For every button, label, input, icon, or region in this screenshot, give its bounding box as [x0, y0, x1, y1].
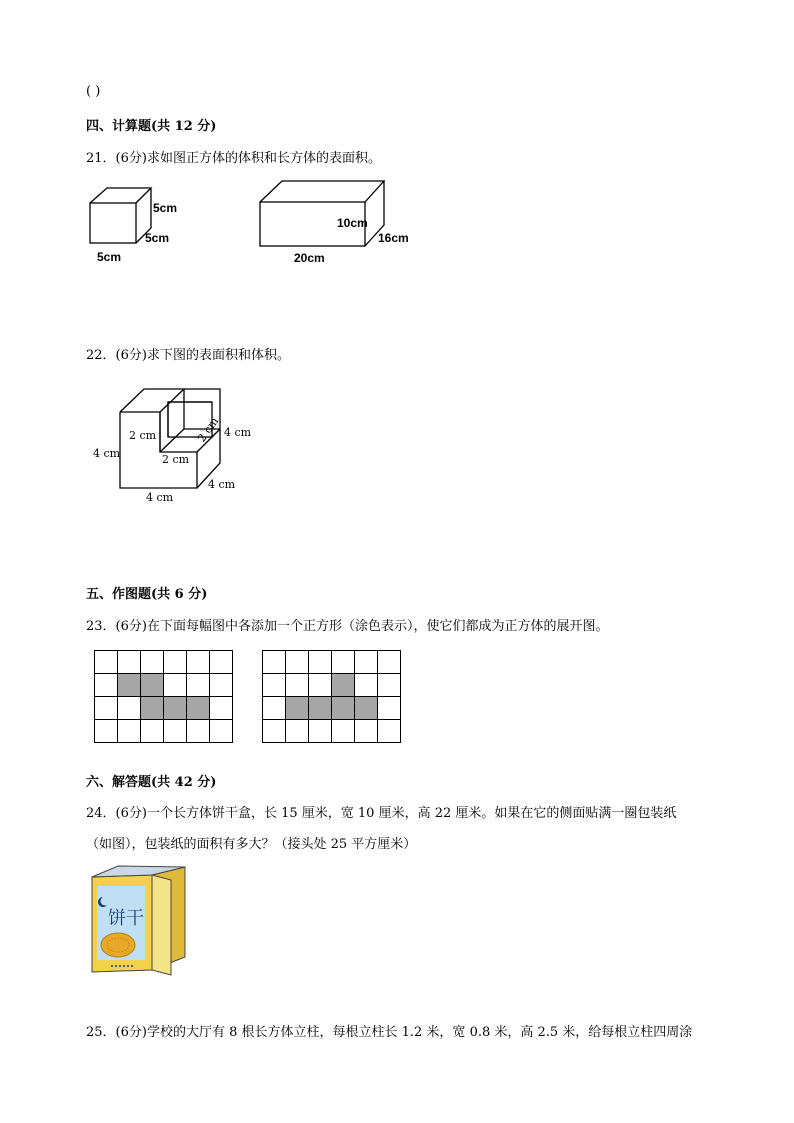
question-24-line1: 24．(6分)一个长方体饼干盒，长 15 厘米，宽 10 厘米，高 22 厘米。如果在它的侧面贴满一圈包装纸	[86, 806, 677, 821]
section-6-title: 六、解答题(共 42 分)	[86, 775, 217, 790]
cuboid-width-label: 20cm	[294, 251, 325, 265]
section-5-title: 五、作图题(共 6 分)	[86, 587, 208, 602]
depth-label: 4 cm	[208, 478, 236, 491]
section-4-title: 四、计算题(共 12 分)	[86, 119, 217, 134]
right-height-label: 4 cm	[224, 426, 252, 439]
cube-width-label: 5cm	[97, 250, 122, 264]
question-22-text: 22．(6分)求下图的表面积和体积。	[86, 348, 290, 363]
cube-height-label: 5cm	[153, 201, 178, 215]
cuboid-height-label: 10cm	[337, 216, 368, 230]
cube-depth-label: 5cm	[145, 231, 170, 245]
notch-depth-label: 2 cm	[195, 414, 222, 445]
question-23-text: 23．(6分)在下面每幅图中各添加一个正方形（涂色表示），使它们都成为正方体的展开图。	[86, 619, 609, 634]
question-25-line1: 25．(6分)学校的大厅有 8 根长方体立柱，每根立柱长 1.2 米，宽 0.8 米，高 2.5 米，给每根立柱四周涂	[86, 1025, 693, 1040]
notch-width-label: 2 cm	[162, 453, 190, 466]
question-21-text: 21．(6分)求如图正方体的体积和长方体的表面积。	[86, 151, 381, 166]
answer-blank: ( )	[86, 84, 101, 99]
question-24-line2: （如图），包装纸的面积有多大？（接头处 25 平方厘米）	[86, 837, 417, 852]
bottom-width-label: 4 cm	[146, 491, 174, 504]
notch-height-label: 2 cm	[129, 429, 157, 442]
cuboid-depth-label: 16cm	[378, 231, 409, 245]
box-label: 饼干	[108, 908, 144, 928]
left-height-label: 4 cm	[93, 447, 121, 460]
